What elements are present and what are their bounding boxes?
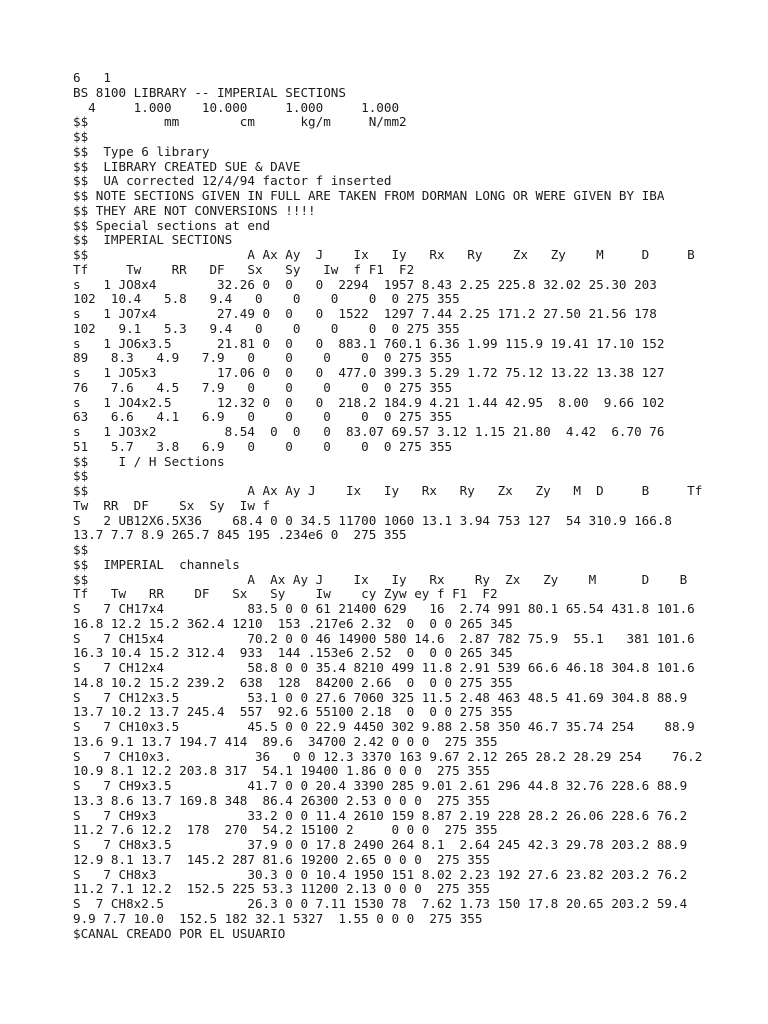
text-line: 12.9 8.1 13.7 145.2 287 81.6 19200 2.65 0 0 0 275 355 [73,851,491,867]
text-line: Tf Tw RR DF Sx Sy Iw cy Zyw ey f F1 F2 [73,586,498,602]
text-line: 13.7 10.2 13.7 245.4 557 92.6 55100 2.18 0 0 0 275 355 [73,704,513,720]
text-line: 4 1.000 10.000 1.000 1.000 [73,99,400,115]
text-line [73,956,753,971]
text-line: $CANAL CREADO POR EL USUARIO [73,925,286,941]
text-line: Tf Tw RR DF Sx Sy Iw f F1 F2 [73,261,415,277]
text-line: S 7 CH17x4 83.5 0 0 61 21400 629 16 2.74 991 80.1 65.54 431.8 101.6 [73,601,695,616]
text-line: 16.3 10.4 15.2 312.4 933 144 .153e6 2.52 0 0 0 265 345 [73,645,513,661]
text-line: 9.9 7.7 10.0 152.5 182 32.1 5327 1.55 0 0 0 275 355 [73,910,483,926]
text-line: 13.7 7.7 8.9 265.7 845 195 .234e6 0 275 355 [73,527,407,543]
text-line: s 1 JO6x3.5 21.81 0 0 0 883.1 760.1 6.36 1.99 115.9 19.41 17.10 152 [73,335,665,351]
text-line: S 7 CH10x3. 36 0 0 12.3 3370 163 9.67 2.12 265 28.2 28.29 254 76.2 [73,748,703,764]
text-line: $$ Special sections at end [73,217,271,233]
text-line [73,941,753,956]
text-line: s 1 JO3x2 8.54 0 0 0 83.07 69.57 3.12 1.15 21.80 4.42 6.70 76 [73,424,665,439]
text-line: $$ mm cm kg/m N/mm2 [73,114,407,130]
text-line: 11.2 7.1 12.2 152.5 225 53.3 11200 2.13 0 0 0 275 355 [73,881,491,897]
text-line: S 7 CH8x3.5 37.9 0 0 17.8 2490 264 8.1 2.64 245 42.3 29.78 203.2 88.9 [73,837,688,852]
text-line: 63 6.6 4.1 6.9 0 0 0 0 0 275 355 [73,409,453,425]
text-line: S 7 CH15x4 70.2 0 0 46 14900 580 14.6 2.87 782 75.9 55.1 381 101.6 [73,630,695,646]
text-line: 6 1 [73,70,111,85]
text-line: S 7 CH12x4 58.8 0 0 35.4 8210 499 11.8 2.91 539 66.6 46.18 304.8 101.6 [73,660,695,675]
text-line: 13.6 9.1 13.7 194.7 414 89.6 34700 2.42 0 0 0 275 355 [73,733,498,749]
text-line: $$ UA corrected 12/4/94 factor f inserted [73,173,392,189]
text-line: 51 5.7 3.8 6.9 0 0 0 0 0 275 355 [73,438,453,454]
text-line: BS 8100 LIBRARY -- IMPERIAL SECTIONS [73,84,346,100]
text-line: s 1 JO8x4 32.26 0 0 0 2294 1957 8.43 2.25 225.8 32.02 25.30 203 [73,276,657,292]
text-line: $$ A Ax Ay J Ix Iy Rx Ry Zx Zy M D B [73,571,688,587]
text-line: 76 7.6 4.5 7.9 0 0 0 0 0 275 355 [73,379,453,395]
text-document [73,71,753,971]
text-line: $$ NOTE SECTIONS GIVEN IN FULL ARE TAKEN FROM DORMAN LONG OR WERE GIVEN BY IBA [73,188,665,203]
text-line: $$ LIBRARY CREATED SUE & DAVE [73,158,301,174]
text-line: 16.8 12.2 15.2 362.4 1210 153 .217e6 2.32 0 0 0 265 345 [73,615,513,631]
text-line: s 1 JO7x4 27.49 0 0 0 1522 1297 7.44 2.25 171.2 27.50 21.56 178 [73,306,657,321]
text-line: 14.8 10.2 15.2 239.2 638 128 84200 2.66 0 0 0 275 355 [73,674,513,690]
text-line: $$ [73,542,89,557]
text-line: S 7 CH9x3 33.2 0 0 11.4 2610 159 8.87 2.19 228 28.2 26.06 228.6 76.2 [73,807,688,823]
text-line: s 1 JO4x2.5 12.32 0 0 0 218.2 184.9 4.21 1.44 42.95 8.00 9.66 102 [73,394,665,410]
text-line: S 7 CH8x3 30.3 0 0 10.4 1950 151 8.02 2.23 192 27.6 23.82 203.2 76.2 [73,866,688,882]
text-line: $$ [73,129,89,144]
text-line: S 7 CH12x3.5 53.1 0 0 27.6 7060 325 11.5 2.48 463 48.5 41.69 304.8 88.9 [73,689,688,705]
text-line: S 2 UB12X6.5X36 68.4 0 0 34.5 11700 1060 13.1 3.94 753 127 54 310.9 166.8 [73,512,672,528]
text-line: $$ A Ax Ay J Ix Iy Rx Ry Zx Zy M D B Tf [73,483,703,498]
text-line: 10.9 8.1 12.2 203.8 317 54.1 19400 1.86 0 0 0 275 355 [73,763,491,779]
text-line: $$ A Ax Ay J Ix Iy Rx Ry Zx Zy M D B [73,247,695,262]
text-line: 11.2 7.6 12.2 178 270 54.2 15100 2 0 0 0 275 355 [73,822,498,838]
text-line: $$ Type 6 library [73,143,210,159]
text-line: $$ IMPERIAL channels [73,556,240,572]
text-line: S 7 CH10x3.5 45.5 0 0 22.9 4450 302 9.88 2.58 350 46.7 35.74 254 88.9 [73,719,695,734]
text-line: S 7 CH9x3.5 41.7 0 0 20.4 3390 285 9.01 2.61 296 44.8 32.76 228.6 88.9 [73,778,688,793]
text-line: $$ I / H Sections [73,453,225,469]
text-line: 13.3 8.6 13.7 169.8 348 86.4 26300 2.53 0 0 0 275 355 [73,792,491,808]
text-line: 102 10.4 5.8 9.4 0 0 0 0 0 275 355 [73,291,460,307]
text-line: $$ [73,468,89,484]
text-line: 89 8.3 4.9 7.9 0 0 0 0 0 275 355 [73,350,453,366]
text-line: $$ IMPERIAL SECTIONS [73,232,233,248]
text-line: 102 9.1 5.3 9.4 0 0 0 0 0 275 355 [73,320,460,336]
text-line: Tw RR DF Sx Sy Iw f [73,497,271,513]
text-line: $$ THEY ARE NOT CONVERSIONS !!!! [73,202,316,218]
text-line: S 7 CH8x2.5 26.3 0 0 7.11 1530 78 7.62 1.73 150 17.8 20.65 203.2 59.4 [73,896,688,911]
text-line: s 1 JO5x3 17.06 0 0 0 477.0 399.3 5.29 1.72 75.12 13.22 13.38 127 [73,365,665,380]
